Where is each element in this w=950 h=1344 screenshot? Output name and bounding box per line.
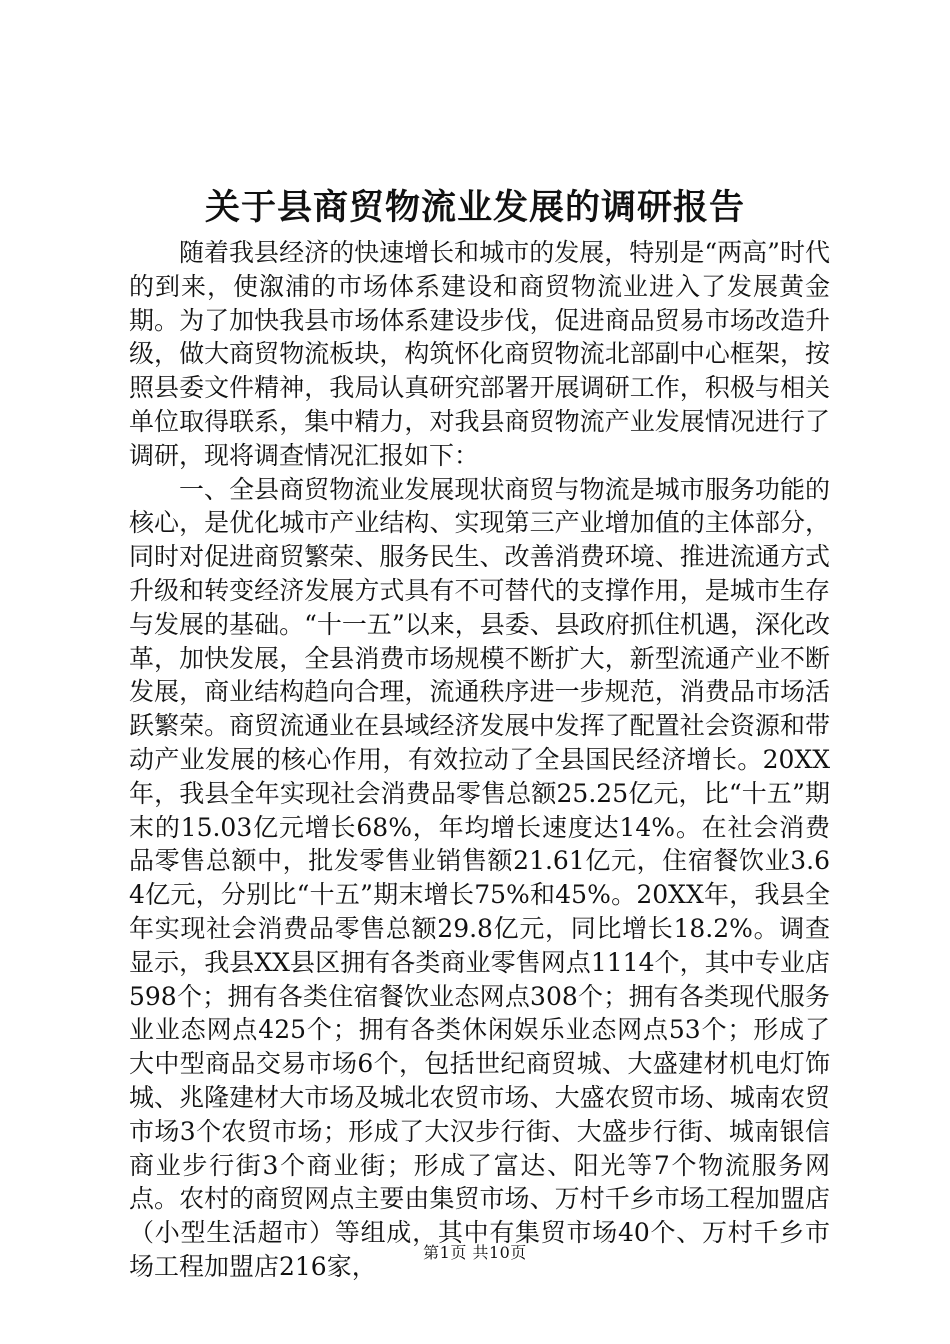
document-title: 关于县商贸物流业发展的调研报告 — [204, 187, 745, 228]
section-one-paragraph: 一、全县商贸物流业发展现状商贸与物流是城市服务功能的核心，是优化城市产业结构、实现第三产业增加值的主体部分，同时对促进商贸繁荣、服务民生、改善消费环境、推进流通方式升级和转变经济发展方式具有不可替代的支撑作用，是城市生存与发展的基础。“十一五”以来，县委、县政府抓住机遇，深化改革，加快发展，全县消费市场规模不断扩大，新型流通产业不断发展，商业结构趋向合理，流通秩序进一步规范，消费品市场活跃繁荣。商贸流通业在县域经济发展中发挥了配置社会资源和带动产业发展的核心作用，有效拉动了全县国民经济增长。20XX年，我县全年实现社会消费品零售总额25.25亿元，比“十五”期末的15.03亿元增长68%，年均增长速度达14%。在社会消费品零售总额中，批发零售业销售额21.61亿元，住宿餐饮业3.64亿元，分别比“十五”期末增长75%和45%。20XX年，我县全年实现社会消费品零售总额29.8亿元，同比增长18.2%。调查显示，我县XX县区拥有各类商业零售网点1114个，其中专业店598个；拥有各类住宿餐饮业态网点308个；拥有各类现代服务业业态网点425个；拥有各类休闲娱乐业态网点53个；形成了大中型商品交易市场6个，包括世纪商贸城、大盛建材机电灯饰城、兆隆建材大市场及城北农贸市场、大盛农贸市场、城南农贸市场3个农贸市场；形成了大汉步行街、大盛步行街、城南银信商业步行街3个商业街；形成了富达、阳光等7个物流服务网点。农村的商贸网点主要由集贸市场、万村千乡市场工程加盟店（小型生活超市）等组成，其中有集贸市场40个、万村千乡市场工程加盟店216家， — [129, 474, 830, 1281]
document-body — [129, 236, 830, 1284]
page-number-footer: 第1页 共10页 — [423, 1243, 527, 1262]
intro-paragraph: 随着我县经济的快速增长和城市的发展，特别是“两高”时代的到来，使溆浦的市场体系建设和商贸物流业进入了发展黄金期。为了加快我县市场体系建设步伐，促进商品贸易市场改造升级，做大商贸物流板块，构筑怀化商贸物流北部副中心框架，按照县委文件精神，我局认真研究部署开展调研工作，积极与相关单位取得联系，集中精力，对我县商贸物流产业发展情况进行了调研，现将调查情况汇报如下： — [129, 238, 830, 470]
